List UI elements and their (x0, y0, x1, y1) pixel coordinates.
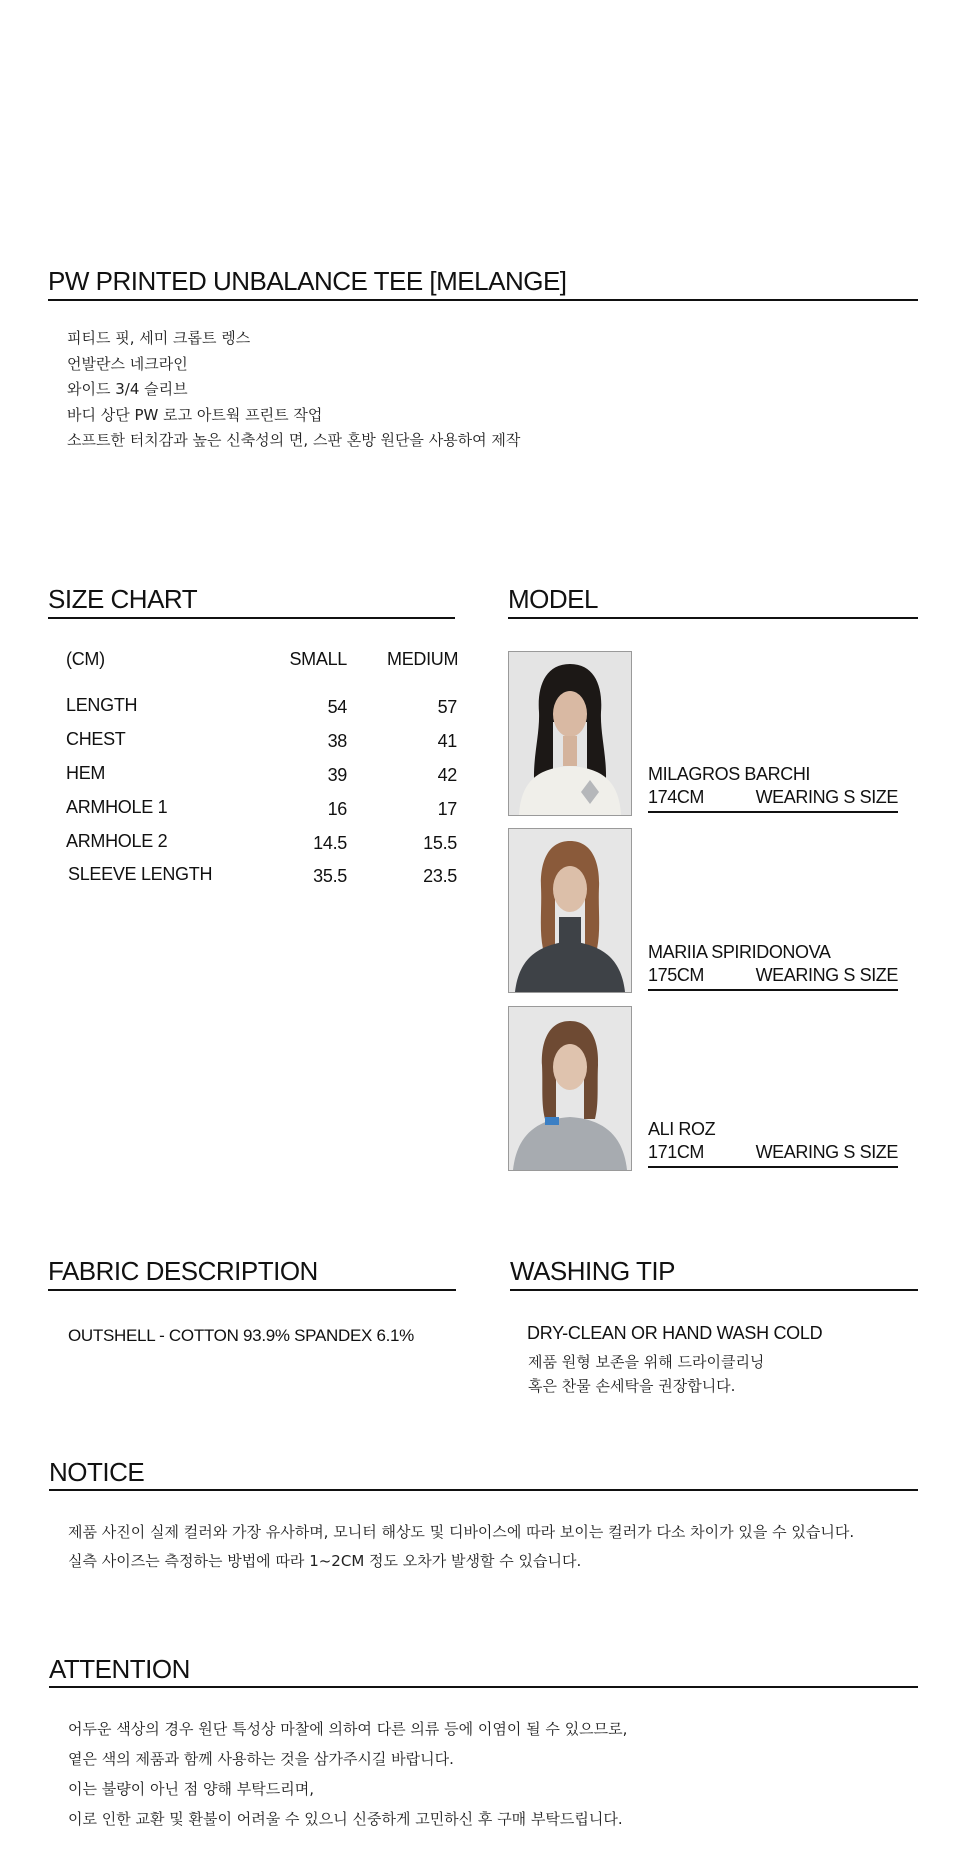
size-row-value: 16 (327, 799, 347, 819)
size-row-value: 17 (437, 799, 457, 819)
model-name: ALI ROZ (648, 1119, 716, 1139)
model-photo (508, 1006, 632, 1171)
fabric-title: FABRIC DESCRIPTION (48, 1256, 318, 1286)
washing-divider (510, 1289, 918, 1291)
model-wearing-size: WEARING S SIZE (755, 1142, 898, 1162)
size-column-header: MEDIUM (387, 649, 459, 669)
notice-title: NOTICE (49, 1457, 145, 1487)
size-row-label: SLEEVE LENGTH (68, 864, 213, 884)
notice-line: 실측 사이즈는 측정하는 방법에 따라 1~2CM 정도 오차가 발생할 수 있습니다. (68, 1552, 582, 1570)
model-divider (508, 617, 918, 619)
description-line: 소프트한 터치감과 높은 신축성의 면, 스판 혼방 원단을 사용하여 제작 (67, 431, 521, 449)
model-face (553, 866, 587, 912)
product-description (67, 326, 520, 454)
attention-title: ATTENTION (49, 1654, 190, 1684)
washing-title: WASHING TIP (510, 1256, 675, 1286)
description-line: 바디 상단 PW 로고 아트웍 프린트 작업 (67, 405, 323, 424)
washing-instructions (528, 1350, 764, 1398)
notice-line: 제품 사진이 실제 컬러와 가장 유사하며, 모니터 해상도 및 디바이스에 따라 보이는 컬러가 다소 차이가 있을 수 있습니다. (68, 1523, 855, 1541)
size-row-value: 14.5 (313, 833, 347, 853)
model-height: 171CM (648, 1142, 705, 1162)
size-chart-divider (48, 617, 455, 619)
size-chart-unit: (CM) (66, 649, 105, 669)
size-row-label: HEM (66, 763, 106, 783)
product-title: PW PRINTED UNBALANCE TEE [MELANGE] (48, 266, 567, 296)
model-name: MILAGROS BARCHI (648, 764, 811, 784)
size-row-label: ARMHOLE 2 (66, 831, 168, 851)
model-divider (648, 811, 898, 813)
fabric-composition: OUTSHELL - COTTON 93.9% SPANDEX 6.1% (68, 1326, 414, 1345)
model-face (553, 1044, 587, 1090)
size-row-label: CHEST (66, 729, 126, 749)
model-height: 174CM (648, 787, 705, 807)
attention-line: 이로 인한 교환 및 환불이 어려울 수 있으니 신중하게 고민하신 후 구매 부탁드립니다. (68, 1810, 623, 1828)
size-row-value: 35.5 (313, 866, 347, 886)
notice-divider (49, 1489, 918, 1491)
model-name: MARIIA SPIRIDONOVA (648, 942, 831, 962)
model-photo (508, 828, 632, 993)
size-row-value: 23.5 (423, 866, 457, 886)
model-face (553, 691, 587, 737)
model-divider (648, 989, 898, 991)
washing-line: 혹은 찬물 손세탁을 권장합니다. (528, 1377, 736, 1395)
model-photo (508, 651, 632, 816)
size-row-label: LENGTH (66, 695, 138, 715)
attention-line: 옅은 색의 제품과 함께 사용하는 것을 삼가주시길 바랍니다. (68, 1750, 454, 1768)
notice-text (68, 1518, 854, 1576)
washing-line: 제품 원형 보존을 위해 드라이클리닝 (528, 1353, 765, 1371)
size-row-value: 15.5 (423, 833, 457, 853)
description-line: 언발란스 네크라인 (67, 354, 188, 373)
model-wearing-size: WEARING S SIZE (755, 965, 898, 985)
size-chart-title: SIZE CHART (48, 584, 198, 614)
size-row-value: 41 (437, 731, 457, 751)
model-divider (648, 1166, 898, 1168)
model-wearing-size: WEARING S SIZE (755, 787, 898, 807)
attention-divider (49, 1686, 918, 1688)
fabric-divider (48, 1289, 456, 1291)
model-height: 175CM (648, 965, 705, 985)
model-title: MODEL (508, 584, 598, 614)
size-row-value: 57 (437, 697, 457, 717)
size-row-value: 38 (327, 731, 347, 751)
attention-line: 어두운 색상의 경우 원단 특성상 마찰에 의하여 다른 의류 등에 이염이 될 수 있으므로, (68, 1720, 628, 1738)
size-row-label: ARMHOLE 1 (66, 797, 168, 817)
product-title-divider (48, 299, 918, 301)
attention-text (68, 1714, 627, 1834)
washing-headline: DRY-CLEAN OR HAND WASH COLD (527, 1323, 823, 1343)
description-line: 피티드 핏, 세미 크롭트 렝스 (67, 329, 251, 347)
size-row-value: 54 (327, 697, 347, 717)
size-row-value: 39 (327, 765, 347, 785)
size-row-value: 42 (437, 765, 457, 785)
size-column-header: SMALL (289, 649, 347, 669)
description-line: 와이드 3/4 슬리브 (67, 380, 188, 398)
attention-line: 이는 불량이 아닌 점 양해 부탁드리며, (68, 1780, 314, 1798)
